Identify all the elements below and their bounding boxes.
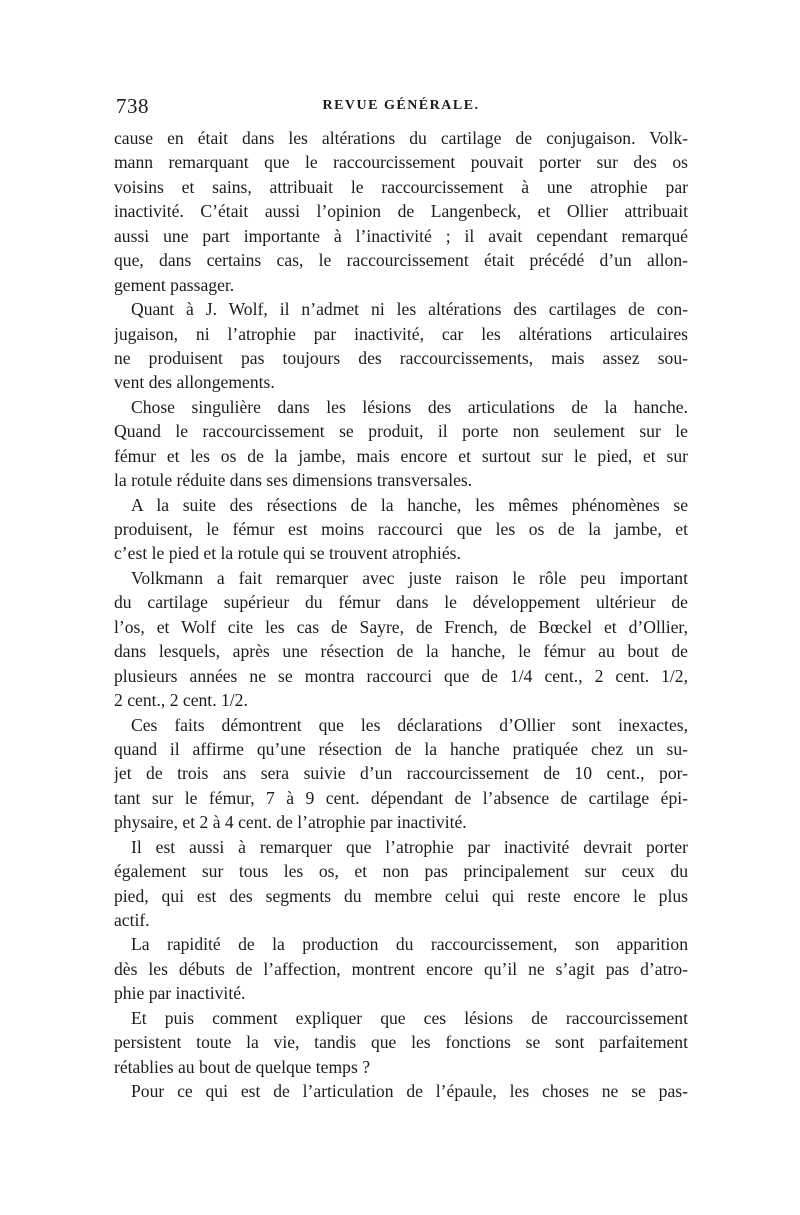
body-text	[114, 126, 688, 1104]
text-line: rétablies au bout de quelque temps ?	[114, 1056, 371, 1077]
text-line: actif.	[114, 910, 150, 930]
text-line: La rapidité de la production du raccourcissement, son apparition	[131, 934, 688, 955]
text-line: A la suite des résections de la hanche, les mêmes phénomènes se	[131, 494, 688, 515]
text-line: la rotule réduite dans ses dimensions transversales.	[114, 470, 473, 491]
text-line: 2 cent., 2 cent. 1/2.	[114, 690, 248, 711]
text-line: persistent toute la vie, tandis que les fonctions se sont parfaitement	[114, 1032, 688, 1053]
text-line: dès les débuts de l’affection, montrent encore qu’il ne s’agit pas d’atro-	[114, 958, 688, 979]
text-line: l’os, et Wolf cite les cas de Sayre, de French, de Bœckel et d’Ollier,	[114, 616, 688, 637]
running-title: REVUE GÉNÉRALE.	[322, 98, 480, 113]
text-line: aussi une part importante à l’inactivité ; il avait cependant remarqué	[114, 225, 688, 246]
text-line: vent des allongements.	[114, 372, 275, 393]
text-line: cause en était dans les altérations du cartilage de conjugaison. Volk-	[114, 128, 688, 148]
text-line: gement passager.	[114, 274, 235, 295]
running-header	[114, 94, 688, 124]
text-line: inactivité. C’était aussi l’opinion de Langenbeck, et Ollier attribuait	[114, 201, 688, 222]
text-line: fémur et les os de la jambe, mais encore et surtout sur le pied, et sur	[114, 445, 688, 466]
text-line: Ces faits démontrent que les déclarations d’Ollier sont inexactes,	[131, 714, 688, 735]
text-line: dans lesquels, après une résection de la hanche, le fémur au bout de	[114, 641, 688, 662]
text-line: également sur tous les os, et non pas principalement sur ceux du	[114, 861, 688, 882]
text-line: Volkmann a fait remarquer avec juste raison le rôle peu important	[131, 567, 688, 588]
text-line: c’est le pied et la rotule qui se trouvent atrophiés.	[114, 543, 461, 564]
text-line: voisins et sains, attribuait le raccourcissement à une atrophie par	[114, 176, 688, 197]
text-line: Et puis comment expliquer que ces lésions de raccourcissement	[131, 1007, 688, 1028]
text-line: plusieurs années ne se montra raccourci que de 1/4 cent., 2 cent. 1/2,	[114, 665, 688, 686]
text-line: Chose singulière dans les lésions des articulations de la hanche.	[131, 396, 688, 417]
text-line: pied, qui est des segments du membre celui qui reste encore le plus	[114, 885, 688, 906]
text-line: Pour ce qui est de l’articulation de l’épaule, les choses ne se pas-	[131, 1081, 688, 1102]
page-number: 738	[116, 94, 149, 118]
text-line: physaire, et 2 à 4 cent. de l’atrophie par inactivité.	[114, 812, 467, 833]
text-line: du cartilage supérieur du fémur dans le développement ultérieur de	[114, 592, 688, 613]
text-line: jet de trois ans sera suivie d’un raccourcissement de 10 cent., por-	[114, 763, 688, 784]
text-line: phie par inactivité.	[114, 983, 246, 1004]
text-line: jugaison, ni l’atrophie par inactivité, car les altérations articulaires	[114, 323, 688, 344]
text-line: ne produisent pas toujours des raccourcissements, mais assez sou-	[114, 347, 688, 368]
text-line: produisent, le fémur est moins raccourci que les os de la jambe, et	[114, 519, 688, 539]
text-line: tant sur le fémur, 7 à 9 cent. dépendant de l’absence de cartilage épi-	[114, 787, 688, 808]
text-line: mann remarquant que le raccourcissement pouvait porter sur des os	[114, 152, 688, 173]
text-line: quand il affirme qu’une résection de la hanche pratiquée chez un su-	[114, 738, 688, 759]
text-line: Quand le raccourcissement se produit, il porte non seulement sur le	[114, 421, 688, 442]
text-line: Quant à J. Wolf, il n’admet ni les altérations des cartilages de con-	[131, 299, 688, 320]
text-line: Il est aussi à remarquer que l’atrophie par inactivité devrait porter	[131, 836, 688, 857]
text-line: que, dans certains cas, le raccourcissement était précédé d’un allon-	[114, 250, 688, 271]
